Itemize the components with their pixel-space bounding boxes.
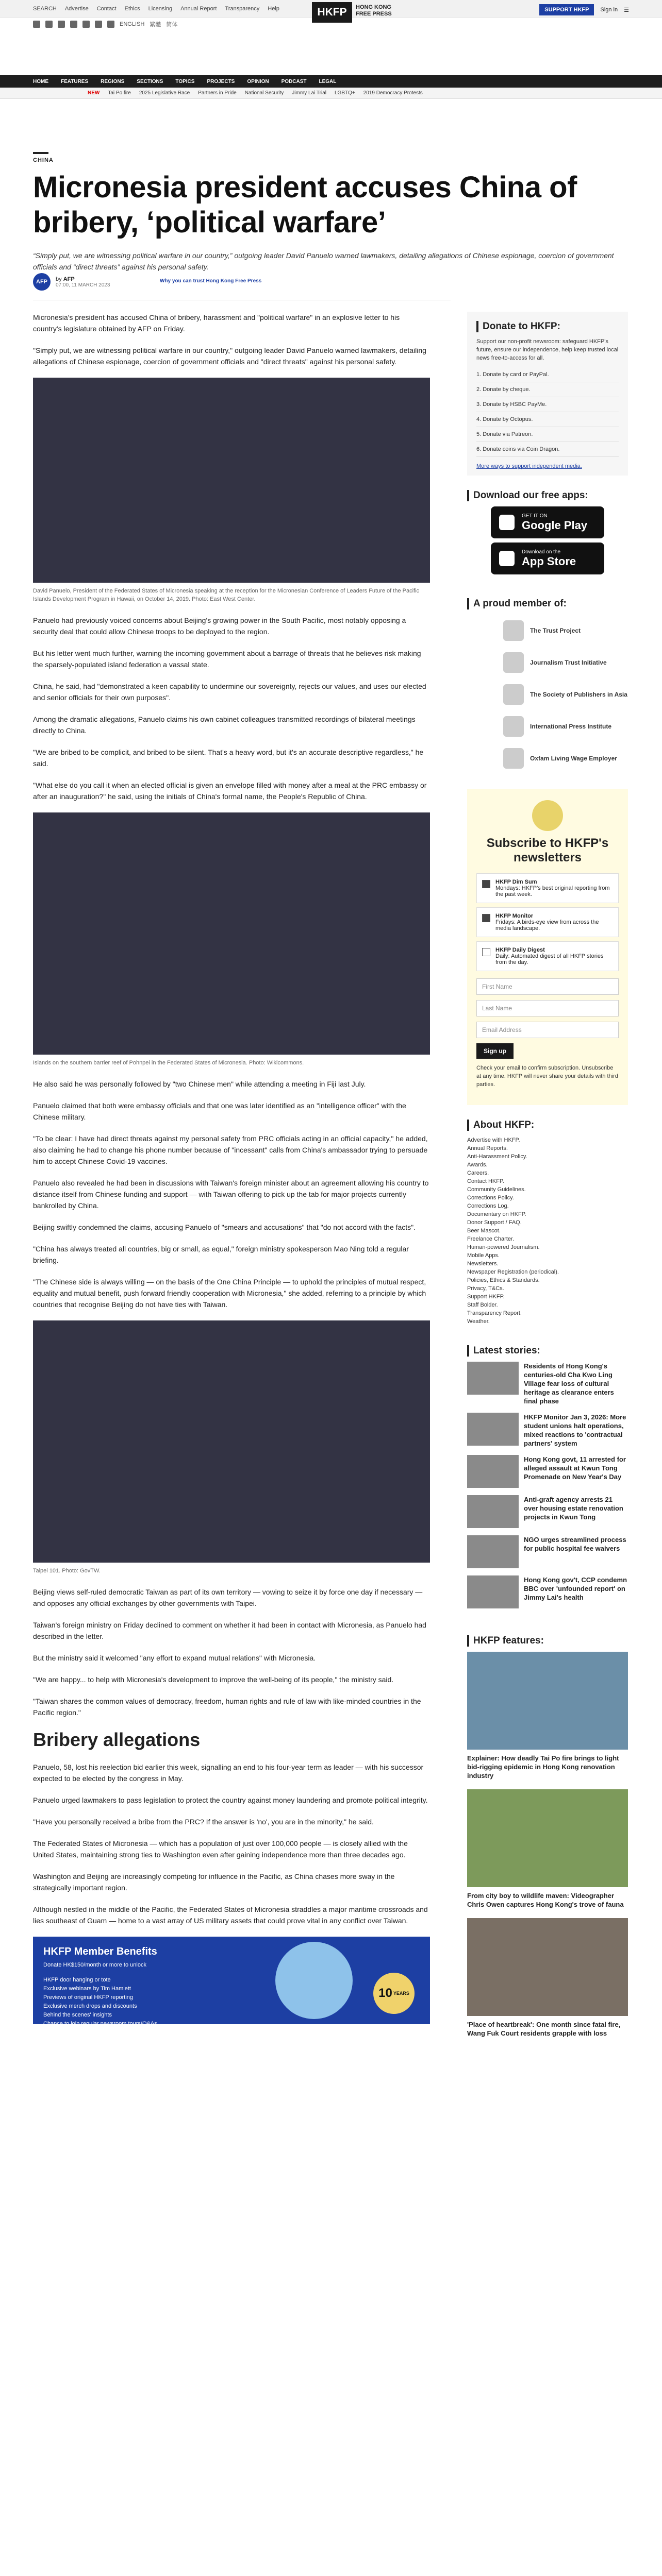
about-link[interactable]: Awards. — [467, 1162, 488, 1168]
feature-image[interactable] — [467, 1789, 628, 1887]
threads-icon[interactable] — [70, 21, 77, 28]
byline — [33, 273, 110, 291]
paragraph: Taiwan's foreign ministry on Friday declined to comment on whether it had been in contact with Micronesia, as Panuelo had described in the letter. — [33, 1621, 426, 1640]
story-title[interactable]: Hong Kong govt, 11 arrested for alleged assault at Kwun Tong Promenade on New Year's Day — [524, 1455, 626, 1481]
link-ethics[interactable]: Ethics — [124, 5, 140, 12]
latest-story[interactable] — [467, 1535, 628, 1568]
story-thumbnail[interactable] — [467, 1362, 519, 1395]
nl-desc: Mondays: HKFP's best original reporting from the past week. — [495, 885, 610, 897]
paragraph: But his letter went much further, warning the incoming government about a barrage of threats that he believes risk making the sparsely-populated island federation a vassal state. — [33, 649, 421, 669]
about-link[interactable]: Transparency Report. — [467, 1310, 522, 1316]
feature-title[interactable]: 'Place of heartbreak': One month since fatal fire, Wang Fuk Court residents grapple with loss — [467, 2021, 621, 2037]
member-name: Journalism Trust Initiative — [530, 659, 607, 666]
feature-title[interactable]: From city boy to wildlife maven: Videographer Chris Owen captures Hong Kong's trove of fauna — [467, 1892, 624, 1908]
paragraph: Panuelo urged lawmakers to pass legislation to protect the country against money laundering and promote political integrity. — [33, 1796, 428, 1804]
google-play-button[interactable] — [491, 506, 604, 538]
youtube-icon[interactable] — [82, 21, 90, 28]
link-help[interactable]: Help — [268, 5, 279, 12]
bluesky-icon[interactable] — [95, 21, 102, 28]
newsletter-option[interactable] — [476, 907, 619, 937]
nl-desc: Fridays: A birds-eye view from across the media landscape. — [495, 919, 599, 931]
donate-option[interactable]: 5. Donate via Patreon. — [476, 427, 619, 442]
newsletter-note: Check your email to confirm subscription. Unsubscribe at any time. HKFP will never share your details with third parties. — [476, 1065, 618, 1088]
paragraph: "China has always treated all countries, big or small, as equal," foreign ministry spokesperson Mao Ning told a regular briefing. — [33, 1245, 409, 1264]
subnav-item[interactable]: Jimmy Lai Trial — [292, 90, 326, 96]
promo-subtitle: Donate HK$150/month or more to unlock — [43, 1962, 146, 1968]
store-small: Download on the — [522, 549, 561, 555]
story-title[interactable]: Anti-graft agency arrests 21 over housing estate renovation projects in Kwun Tong — [524, 1496, 623, 1521]
link-advertise[interactable]: Advertise — [64, 5, 89, 12]
benefit-item: Exclusive webinars by Tim Hamlett — [43, 1986, 131, 1992]
nav-regions[interactable]: REGIONS — [101, 78, 125, 84]
subnav-item[interactable]: 2019 Democracy Protests — [363, 90, 423, 96]
checkbox[interactable] — [482, 948, 490, 956]
story-title[interactable]: NGO urges streamlined process for public hospital fee waivers — [524, 1536, 626, 1552]
about-link[interactable]: Beer Mascot. — [467, 1228, 501, 1234]
link-transparency[interactable]: Transparency — [225, 5, 260, 12]
paragraph: He also said he was personally followed by "two Chinese men" while attending a meeting in Fiji last July. — [33, 1080, 366, 1088]
sub-nav — [0, 88, 662, 99]
nav-opinion[interactable]: OPINION — [247, 78, 269, 84]
article-image-pohnpei — [33, 812, 430, 1055]
about-link[interactable]: Staff Bolder. — [467, 1302, 498, 1308]
promo-title: HKFP Member Benefits — [43, 1946, 157, 1957]
latest-box — [467, 1340, 628, 1621]
story-thumbnail[interactable] — [467, 1413, 519, 1446]
menu-icon[interactable]: ☰ — [624, 7, 629, 13]
members-box — [467, 593, 628, 779]
link-annual-report[interactable]: Annual Report — [180, 5, 217, 12]
subnav-item[interactable]: 2025 Legislative Race — [139, 90, 190, 96]
sidebar — [467, 312, 628, 2061]
member-logo[interactable] — [467, 679, 628, 710]
member-logo[interactable] — [467, 647, 628, 679]
about-link[interactable]: Anti-Harassment Policy. — [467, 1154, 527, 1160]
byline-by: by — [56, 276, 62, 282]
member-logo[interactable] — [467, 615, 628, 647]
latest-story[interactable] — [467, 1575, 628, 1608]
x-icon[interactable] — [45, 21, 53, 28]
nl-name: HKFP Dim Sum — [495, 879, 537, 885]
subnav-item[interactable]: National Security — [244, 90, 284, 96]
signin-link[interactable]: Sign in — [600, 7, 618, 13]
main-nav — [0, 75, 662, 88]
nav-legal[interactable]: LEGAL — [319, 78, 337, 84]
nav-topics[interactable]: TOPICS — [175, 78, 195, 84]
image-caption: Islands on the southern barrier reef of Pohnpei in the Federated States of Micronesia. Photo: Wikicommons. — [33, 1060, 304, 1066]
newsletter-icon — [532, 800, 563, 831]
about-link[interactable]: Freelance Charter. — [467, 1236, 515, 1242]
about-link[interactable]: Annual Reports. — [467, 1145, 508, 1151]
trust-project-icon — [503, 620, 524, 641]
store-name: Google Play — [522, 518, 588, 532]
support-hkfp-button[interactable]: SUPPORT HKFP — [539, 4, 594, 15]
store-name: App Store — [522, 554, 576, 568]
newsletter-box — [467, 789, 628, 1105]
checkbox[interactable] — [482, 914, 490, 922]
donate-option[interactable]: 2. Donate by cheque. — [476, 382, 619, 397]
publish-date: 07:00, 11 MARCH 2023 — [56, 282, 110, 288]
latest-story[interactable] — [467, 1495, 628, 1528]
link-contact[interactable]: Contact — [96, 5, 117, 12]
promo-benefits — [43, 1976, 420, 2046]
story-thumbnail[interactable] — [467, 1495, 519, 1528]
mascot-image — [275, 1942, 353, 2019]
paragraph: "Have you personally received a bribe from the PRC? If the answer is 'no', you are in the minority," he said. — [33, 1818, 374, 1826]
about-link[interactable]: Advertise with HKFP. — [467, 1137, 520, 1143]
apps-title: Download our free apps: — [467, 490, 628, 501]
image-caption: David Panuelo, President of the Federated States of Micronesia speaking at the reception for the Micronesian Conference of Leaders Future of the Pacific Islands Development Program in Hawaii, on October 14, 2019. Photo: East West Center. — [33, 588, 420, 602]
about-link[interactable]: Corrections Policy. — [467, 1195, 514, 1201]
paragraph: "Taiwan shares the common values of democracy, freedom, human rights and rule of law with like-minded countries in the Pacific region." — [33, 1697, 421, 1717]
image-caption: Taipei 101. Photo: GovTW. — [33, 1568, 101, 1574]
benefit-item: Previews of original HKFP reporting — [43, 1994, 134, 2001]
about-link[interactable]: Mobile Apps. — [467, 1252, 500, 1259]
member-title: A proud member of: — [467, 598, 628, 609]
first-name-input[interactable]: First Name — [476, 978, 619, 995]
latest-story[interactable] — [467, 1455, 628, 1488]
article-image-panuelo — [33, 378, 430, 583]
hkfp-logo[interactable]: HKFP — [312, 2, 352, 23]
nl-name: HKFP Daily Digest — [495, 947, 545, 953]
member-name: The Society of Publishers in Asia — [530, 691, 627, 698]
subnav-item[interactable]: Tai Po fire — [108, 90, 131, 96]
about-link[interactable]: Contact HKFP. — [467, 1178, 504, 1184]
paragraph: Among the dramatic allegations, Panuelo claims his own cabinet colleagues transmitted recordings of bilateral meetings directly to China. — [33, 715, 416, 735]
benefit-item: HKFP door hanging or tote — [43, 1977, 111, 1983]
feature-image[interactable] — [467, 1652, 628, 1750]
benefit-item: All third-party banner ads removed — [43, 2038, 130, 2044]
member-name: International Press Institute — [530, 723, 612, 730]
trust-link[interactable]: Why you can trust Hong Kong Free Press — [160, 278, 262, 284]
jti-icon — [503, 652, 524, 673]
paragraph: Panuelo also revealed he had been in discussions with Taiwan's foreign minister about an agreement allowing his country to distance itself from Chinese funding and support — with Taiwan offering to pick up the tab for major projects currently bankrolled by China. — [33, 1179, 429, 1210]
paragraph: But the ministry said it welcomed "any effort to expand mutual relations" with Micronesia. — [33, 1654, 316, 1662]
author-name[interactable]: AFP — [63, 276, 75, 282]
paragraph: The Federated States of Micronesia — which has a population of just over 100,000 people — is closely allied with the United States, maintaining strong ties to Washington even after gaining independence more than three decades ago. — [33, 1839, 408, 1859]
seal-sub: YEARS — [393, 1991, 409, 1996]
category-label[interactable]: CHINA — [33, 157, 54, 163]
features-title: HKFP features: — [467, 1635, 628, 1647]
member-name: The Trust Project — [530, 627, 581, 634]
logo-text-line-1: HONG KONG — [356, 4, 392, 10]
about-link[interactable]: Policies, Ethics & Standards. — [467, 1277, 540, 1283]
about-link[interactable]: Support HKFP. — [467, 1294, 505, 1300]
benefit-item: Behind the scenes' insights — [43, 2012, 112, 2018]
donate-title: Donate to HKFP: — [476, 321, 619, 332]
ipi-icon — [503, 716, 524, 737]
feature-title[interactable]: Explainer: How deadly Tai Po fire brings to light bid-rigging epidemic in Hong Kong renovation industry — [467, 1754, 619, 1780]
checkbox[interactable] — [482, 880, 490, 888]
latest-title: Latest stories: — [467, 1345, 628, 1357]
story-title[interactable]: HKFP Monitor Jan 3, 2026: More student unions halt operations, mixed reactions to 'contractual partners' system — [524, 1413, 626, 1447]
lang-simplified[interactable]: 简体 — [166, 22, 178, 28]
about-link[interactable]: Newsletters. — [467, 1261, 499, 1267]
latest-story[interactable] — [467, 1362, 628, 1405]
new-label: NEW — [88, 90, 100, 96]
about-link[interactable]: Corrections Log. — [467, 1203, 509, 1209]
last-name-input[interactable]: Last Name — [476, 1000, 619, 1016]
about-link[interactable]: Newspaper Registration (periodical). — [467, 1269, 559, 1275]
nl-name: HKFP Monitor — [495, 913, 534, 919]
paragraph: China, he said, had "demonstrated a keen capability to undermine our sovereignty, rejects our values, and uses our elected and senior officials for their own purposes". — [33, 682, 426, 702]
paragraph: Panuelo had previously voiced concerns about Beijing's growing power in the South Pacific, most notably opposing a security deal that could allow Chinese troops to be deployed to the region. — [33, 616, 406, 636]
link-licensing[interactable]: Licensing — [148, 5, 173, 12]
nav-projects[interactable]: PROJECTS — [207, 78, 235, 84]
story-thumbnail[interactable] — [467, 1455, 519, 1488]
story-thumbnail[interactable] — [467, 1535, 519, 1568]
email-input[interactable]: Email Address — [476, 1022, 619, 1038]
paragraph: Panuelo, 58, lost his reelection bid earlier this week, signalling an end to his four-year term as leader — with his successor expected to be elected by the congress in May. — [33, 1763, 424, 1783]
lang-english[interactable]: ENGLISH — [120, 21, 145, 27]
benefit-item: Early access to Annual & Transparency Reports — [43, 2029, 163, 2036]
subnav-item[interactable]: Partners in Pride — [198, 90, 237, 96]
newsletter-option[interactable] — [476, 941, 619, 971]
facebook-icon[interactable] — [33, 21, 40, 28]
article-lede: “Simply put, we are witnessing political warfare in our country,” outgoing leader David Panuelo warned lawmakers, detailing allegations of Chinese espionage, coercion of government officials and “direct threats” against his personal safety. — [33, 251, 614, 271]
app-store-button[interactable] — [491, 543, 604, 574]
paragraph: Beijing swiftly condemned the claims, accusing Panuelo of "smears and accusations" that "do not accord with the facts". — [33, 1223, 416, 1231]
story-title[interactable]: Hong Kong gov't, CCP condemn BBC over 'unfounded report' on Jimmy Lai's health — [524, 1576, 627, 1601]
newsletter-title: Subscribe to HKFP's newsletters — [486, 836, 609, 865]
paragraph: Micronesia's president has accused China of bribery, harassment and "political warfare" in an explosive letter to his country's legislature obtained by AFP on Friday. — [33, 313, 400, 333]
sopa-icon — [503, 684, 524, 705]
paragraph: "We are happy... to help with Micronesia's development to improve the well-being of its people," the ministry said. — [33, 1675, 394, 1684]
signup-button[interactable]: Sign up — [476, 1043, 514, 1059]
section-heading: Bribery allegations — [33, 1729, 201, 1750]
paragraph: "To be clear: I have had direct threats against my personal safety from PRC officials acting in an official capacity," he added, also claiming he had to change his phone number because of "incessant" calls from China's ambassador trying to persuade him to accept Chinese Covid-19 vaccines. — [33, 1134, 428, 1165]
google-play-icon — [499, 515, 515, 530]
rss-icon[interactable] — [107, 21, 114, 28]
donate-option[interactable]: 1. Donate by card or PayPal. — [476, 367, 619, 382]
search-button[interactable]: SEARCH — [33, 5, 57, 12]
donate-box — [467, 312, 628, 476]
benefit-item: Exclusive merch drops and discounts — [43, 2003, 137, 2009]
member-logo[interactable] — [467, 742, 628, 774]
paragraph: Washington and Beijing are increasingly competing for influence in the Pacific, as China chases more sway in the strategically important region. — [33, 1872, 395, 1892]
logo-text-line-2: FREE PRESS — [356, 11, 392, 17]
logo-text — [356, 4, 392, 18]
member-logo[interactable] — [467, 710, 628, 742]
newsletter-option[interactable] — [476, 873, 619, 903]
story-thumbnail[interactable] — [467, 1575, 519, 1608]
author-avatar[interactable]: AFP — [33, 273, 51, 291]
nl-desc: Daily: Automated digest of all HKFP stories from the day. — [495, 953, 604, 965]
support-link[interactable]: More ways to support independent media. — [476, 463, 582, 469]
about-title: About HKFP: — [467, 1120, 628, 1131]
about-link[interactable]: Careers. — [467, 1170, 489, 1176]
lang-traditional[interactable]: 繁體 — [150, 22, 161, 28]
page-title: Micronesia president accuses China of bribery, ‘political warfare’ — [33, 171, 577, 239]
donate-option[interactable]: 6. Donate coins via Coin Dragon. — [476, 442, 619, 457]
about-link[interactable]: Community Guidelines. — [467, 1187, 526, 1193]
member-benefits-banner[interactable] — [33, 1937, 430, 2044]
seal-number: 10 — [378, 1986, 392, 2000]
about-link[interactable]: Donor Support / FAQ. — [467, 1219, 522, 1226]
donate-option[interactable]: 3. Donate by HSBC PayMe. — [476, 397, 619, 412]
about-link[interactable]: Documentary on HKFP. — [467, 1211, 526, 1217]
anniversary-seal — [373, 1973, 415, 2014]
donate-option[interactable]: 4. Donate by Octopus. — [476, 412, 619, 427]
instagram-icon[interactable] — [58, 21, 65, 28]
benefit-item: Chance to join regular newsroom tours/Q&As — [43, 2021, 157, 2027]
nav-sections[interactable]: SECTIONS — [137, 78, 163, 84]
paragraph: "The Chinese side is always willing — on the basis of the One China Principle — to uphold the principles of mutual respect, equality and mutual benefit, push forward friendly cooperation with Micronesia," she added, referring to a principle by which countries that recognise Beijing do not have ties with Taiwan. — [33, 1278, 426, 1309]
about-link[interactable]: Weather. — [467, 1318, 490, 1325]
about-box — [467, 1114, 628, 1331]
about-link[interactable]: Privacy, T&Cs. — [467, 1285, 504, 1292]
about-link[interactable]: Human-powered Journalism. — [467, 1244, 540, 1250]
apple-icon — [499, 551, 515, 566]
nav-features[interactable]: FEATURES — [61, 78, 89, 84]
store-small: GET IT ON — [522, 513, 548, 519]
oxfam-icon — [503, 748, 524, 769]
paragraph: "What else do you call it when an elected official is given an envelope filled with money after a meal at the PRC embassy or after an inauguration?" he said, using the initials of China's formal name, the People's Republic of China. — [33, 781, 427, 801]
paragraph: Panuelo claimed that both were embassy officials and that one was later identified as an "intelligence officer" with the Chinese military. — [33, 1101, 406, 1121]
article-image-taipei — [33, 1320, 430, 1563]
paragraph: "Simply put, we are witnessing political warfare in our country," outgoing leader David Panuelo warned lawmakers, detailing allegations of Chinese espionage, coercion of government officials and "direct threats" against his personal safety. — [33, 346, 426, 366]
paragraph: "We are bribed to be complicit, and bribed to be silent. That's a heavy word, but it's an accurate descriptive regardless," he said. — [33, 748, 424, 768]
member-name: Oxfam Living Wage Employer — [530, 755, 617, 762]
latest-story[interactable] — [467, 1413, 628, 1448]
feature-image[interactable] — [467, 1918, 628, 2016]
header-rule — [33, 152, 48, 154]
features-box — [467, 1630, 628, 2052]
article-body — [33, 312, 430, 2044]
subnav-item[interactable]: LGBTQ+ — [334, 90, 355, 96]
nav-podcast[interactable]: PODCAST — [281, 78, 307, 84]
nav-home[interactable]: HOME — [33, 78, 48, 84]
apps-box — [467, 485, 628, 584]
paragraph: Beijing views self-ruled democratic Taiwan as part of its own territory — vowing to seize it by force one day if necessary — and opposes any official exchanges by other governments with Taipei. — [33, 1588, 423, 1607]
donate-text: Support our non-profit newsroom: safeguard HKFP's future, ensure our independence, help keep trusted local news free-to-access for all. — [476, 338, 619, 361]
story-title[interactable]: Residents of Hong Kong's centuries-old Cha Kwo Ling Village fear loss of cultural heritage as clearance enters final phase — [524, 1362, 614, 1405]
paragraph: Although nestled in the middle of the Pacific, the Federated States of Micronesia straddles a major maritime crossroads and lies southeast of Guam — home to a vast array of US military assets that could prove vital in any conflict over Taiwan. — [33, 1905, 428, 1925]
